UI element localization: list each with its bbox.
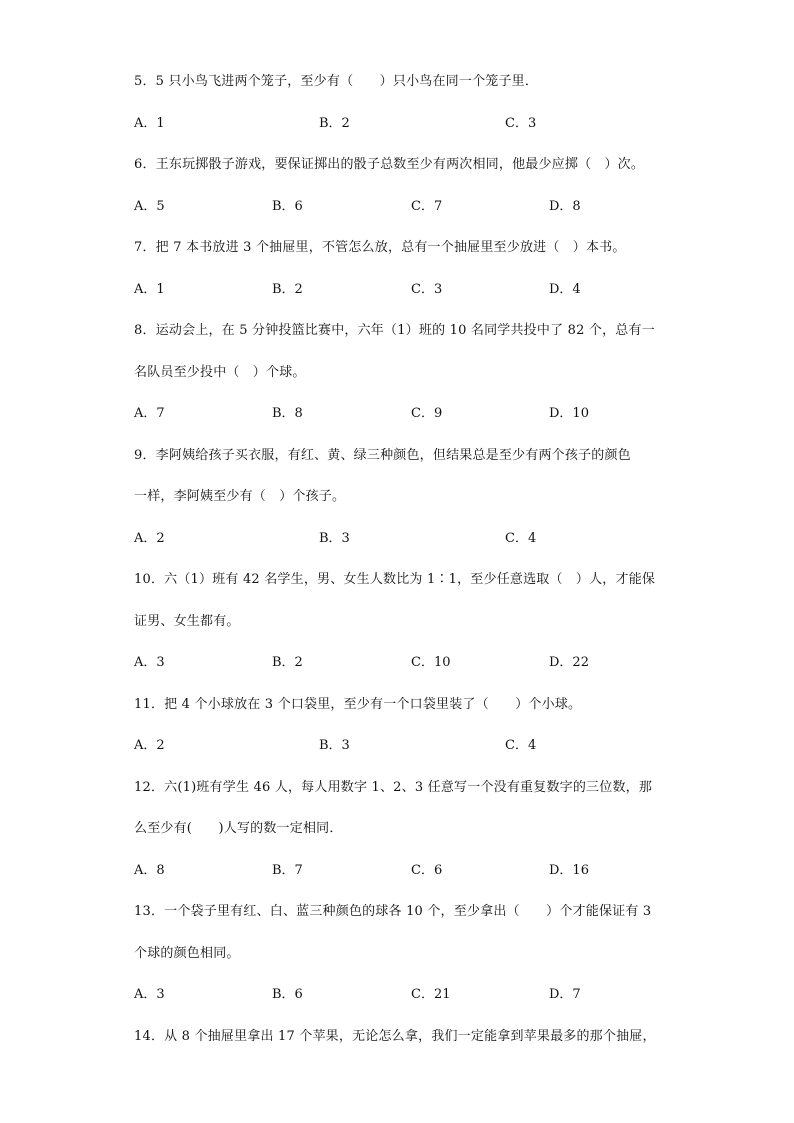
question-8-text-line-2: 名队员至少投中（ ）个球。: [134, 365, 306, 380]
question-8-option-c[interactable]: C．9: [411, 406, 443, 421]
question-9-option-a[interactable]: A．2: [134, 531, 165, 546]
question-14-text-line-1: 14．从 8 个抽屉里拿出 17 个苹果，无论怎么拿，我们一定能拿到苹果最多的那个抽屉，: [134, 1029, 656, 1044]
question-13-option-c[interactable]: C．21: [411, 987, 451, 1002]
question-9-option-b[interactable]: B．3: [319, 531, 350, 546]
question-7-text-line-1: 7．把 7 本书放进 3 个抽屉里，不管怎么放，总有一个抽屉里至少放进（ ）本书。: [134, 240, 626, 255]
question-13-text-line-2: 个球的颜色相同。: [134, 946, 240, 961]
question-11-option-b[interactable]: B．3: [319, 738, 350, 753]
question-6-option-a[interactable]: A．5: [134, 199, 165, 214]
question-7-option-d[interactable]: D．4: [549, 282, 581, 297]
question-8-option-a[interactable]: A．7: [134, 406, 165, 421]
question-9-text-line-2: 一样，李阿姨至少有（ ）个孩子。: [134, 489, 346, 504]
question-7-option-c[interactable]: C．3: [411, 282, 443, 297]
question-10-text-line-1: 10．六（1）班有 42 名学生，男、女生人数比为 1∶1，至少任意选取（ ）人，才能保: [134, 572, 656, 587]
question-8-option-d[interactable]: D．10: [549, 406, 589, 421]
question-10-option-d[interactable]: D．22: [549, 655, 589, 670]
question-12-text-line-2: 么至少有( )人写的数一定相同．: [134, 821, 343, 836]
question-9-option-c[interactable]: C．4: [505, 531, 537, 546]
question-6-option-d[interactable]: D．8: [549, 199, 581, 214]
question-6-option-b[interactable]: B．6: [272, 199, 303, 214]
question-11-text-line-1: 11．把 4 个小球放在 3 个口袋里，至少有一个口袋里装了（ ）个小球。: [134, 697, 582, 712]
question-7-option-b[interactable]: B．2: [272, 282, 303, 297]
question-13-option-a[interactable]: A．3: [134, 987, 165, 1002]
question-10-option-a[interactable]: A．3: [134, 655, 165, 670]
question-5-option-a[interactable]: A．1: [134, 116, 165, 131]
question-10-text-line-2: 证男、女生都有。: [134, 614, 240, 629]
question-6-text-line-1: 6．王东玩掷骰子游戏，要保证掷出的骰子总数至少有两次相同，他最少应掷（ ）次。: [134, 157, 645, 172]
question-6-option-c[interactable]: C．7: [411, 199, 443, 214]
question-5-option-c[interactable]: C．3: [505, 116, 537, 131]
question-9-text-line-1: 9．李阿姨给孩子买衣服，有红、黄、绿三种颜色，但结果总是至少有两个孩子的颜色: [134, 448, 631, 463]
question-5-text-line-1: 5．5 只小鸟飞进两个笼子，至少有（ ）只小鸟在同一个笼子里．: [134, 74, 539, 89]
question-8-text-line-1: 8．运动会上，在 5 分钟投篮比赛中，六年（1）班的 10 名同学共投中了 82 个，总有一: [134, 323, 655, 338]
question-5-option-b[interactable]: B．2: [319, 116, 350, 131]
question-11-option-a[interactable]: A．2: [134, 738, 165, 753]
question-13-option-b[interactable]: B．6: [272, 987, 303, 1002]
question-11-option-c[interactable]: C．4: [505, 738, 537, 753]
question-12-text-line-1: 12．六(1)班有学生 46 人，每人用数字 1、2、3 任意写一个没有重复数字的三位数，那: [134, 780, 653, 795]
question-12-option-b[interactable]: B．7: [272, 863, 303, 878]
question-10-option-b[interactable]: B．2: [272, 655, 303, 670]
question-13-text-line-1: 13．一个袋子里有红、白、蓝三种颜色的球各 10 个，至少拿出（ ）个才能保证有 3: [134, 904, 652, 919]
question-12-option-c[interactable]: C．6: [411, 863, 443, 878]
question-13-option-d[interactable]: D．7: [549, 987, 581, 1002]
question-12-option-a[interactable]: A．8: [134, 863, 165, 878]
question-10-option-c[interactable]: C．10: [411, 655, 451, 670]
question-12-option-d[interactable]: D．16: [549, 863, 589, 878]
question-7-option-a[interactable]: A．1: [134, 282, 165, 297]
question-8-option-b[interactable]: B．8: [272, 406, 303, 421]
